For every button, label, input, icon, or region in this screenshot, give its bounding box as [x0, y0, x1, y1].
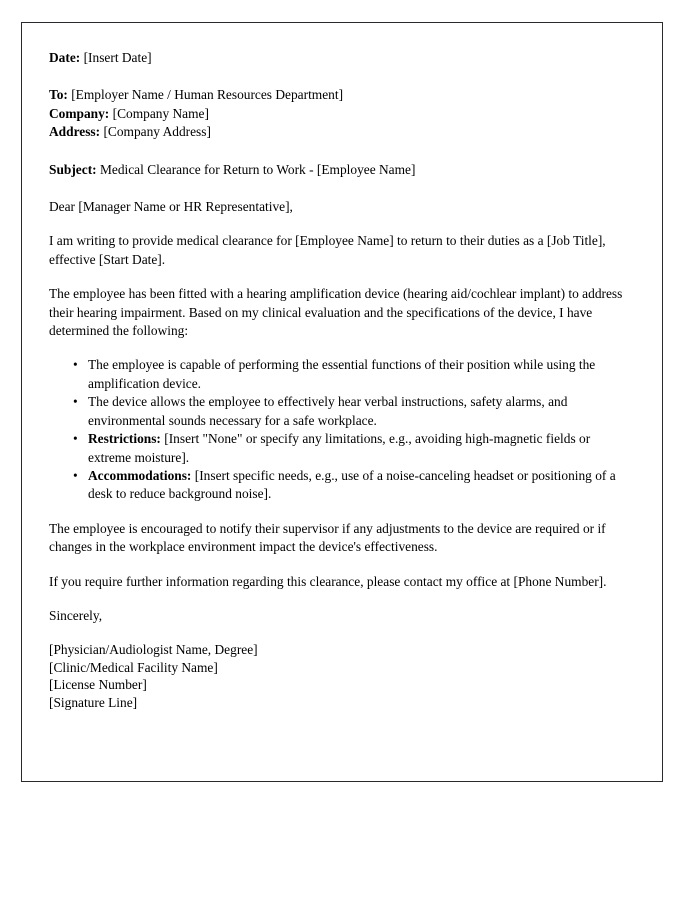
- list-item-lead: Restrictions:: [88, 431, 161, 447]
- spacer: [49, 625, 636, 641]
- recipient-block: [49, 86, 636, 141]
- address-line: [49, 123, 636, 141]
- list-item-lead: Accommodations:: [88, 467, 192, 483]
- date-value: [Insert Date]: [83, 50, 152, 65]
- company-line: [49, 105, 636, 123]
- spacer: [49, 557, 636, 573]
- address-value: [Company Address]: [103, 124, 211, 140]
- company-value: [Company Name]: [112, 105, 209, 121]
- list-item-text: The employee is capable of performing the essential functions of their position while using the amplification device.: [88, 357, 596, 391]
- date-line: [49, 49, 636, 67]
- list-item: [73, 356, 636, 393]
- list-item-text: [Insert "None" or specify any limitations, e.g., avoiding high-magnetic fields or extreme moisture].: [88, 431, 591, 465]
- to-line: [49, 86, 636, 104]
- signature-line: [Physician/Audiologist Name, Degree]: [49, 642, 258, 658]
- signature-block: [49, 641, 636, 711]
- spacer: [49, 142, 636, 161]
- closing-salutation: Sincerely,: [49, 607, 103, 623]
- subject-label: Subject:: [49, 161, 97, 177]
- letter-body: [22, 23, 662, 711]
- company-label: Company:: [49, 105, 110, 121]
- spacer: [49, 216, 636, 232]
- date-label: Date:: [49, 50, 81, 65]
- list-item-text: The device allows the employee to effectively hear verbal instructions, safety alarms, and environmental sounds necessary for a safe workplace.: [88, 394, 568, 428]
- spacer: [49, 591, 636, 607]
- signature-line: [Clinic/Medical Facility Name]: [49, 659, 218, 675]
- signature-line: [Signature Line]: [49, 694, 138, 710]
- paragraph-notify-supervisor: The employee is encouraged to notify their supervisor if any adjustments to the device are required or if changes in the workplace environment impact the device's effectiveness.: [49, 520, 606, 555]
- address-label: Address:: [49, 124, 101, 140]
- list-item: [73, 467, 636, 504]
- spacer: [49, 179, 636, 198]
- paragraph-clearance-statement: I am writing to provide medical clearance for [Employee Name] to return to their duties as a [Job Title], effective [Start Date].: [49, 233, 606, 267]
- letter-border-frame: [21, 22, 663, 782]
- spacer: [49, 67, 636, 86]
- spacer: [49, 340, 636, 356]
- paragraph-contact-office: If you require further information regarding this clearance, please contact my office at [Phone Number].: [49, 573, 607, 589]
- spacer: [49, 504, 636, 520]
- subject-value: Medical Clearance for Return to Work - [Employee Name]: [99, 161, 416, 177]
- list-item-text: [Insert specific needs, e.g., use of a noise-canceling headset or positioning of a desk to reduce background noise].: [88, 467, 616, 502]
- paragraph-device-description: The employee has been fitted with a hearing amplification device (hearing aid/cochlear implant) to address their hearing impairment. Based on my clinical evaluation and the specifications of the device, I have determined the following:: [49, 286, 623, 339]
- salutation: Dear [Manager Name or HR Representative],: [49, 199, 293, 215]
- list-item: [73, 430, 636, 467]
- signature-line: [License Number]: [49, 677, 147, 693]
- to-value: [Employer Name / Human Resources Department]: [71, 87, 344, 103]
- list-item: [73, 393, 636, 430]
- findings-bullet-list: [49, 356, 636, 503]
- to-label: To:: [49, 87, 68, 103]
- subject-line: [49, 161, 636, 179]
- spacer: [49, 269, 636, 285]
